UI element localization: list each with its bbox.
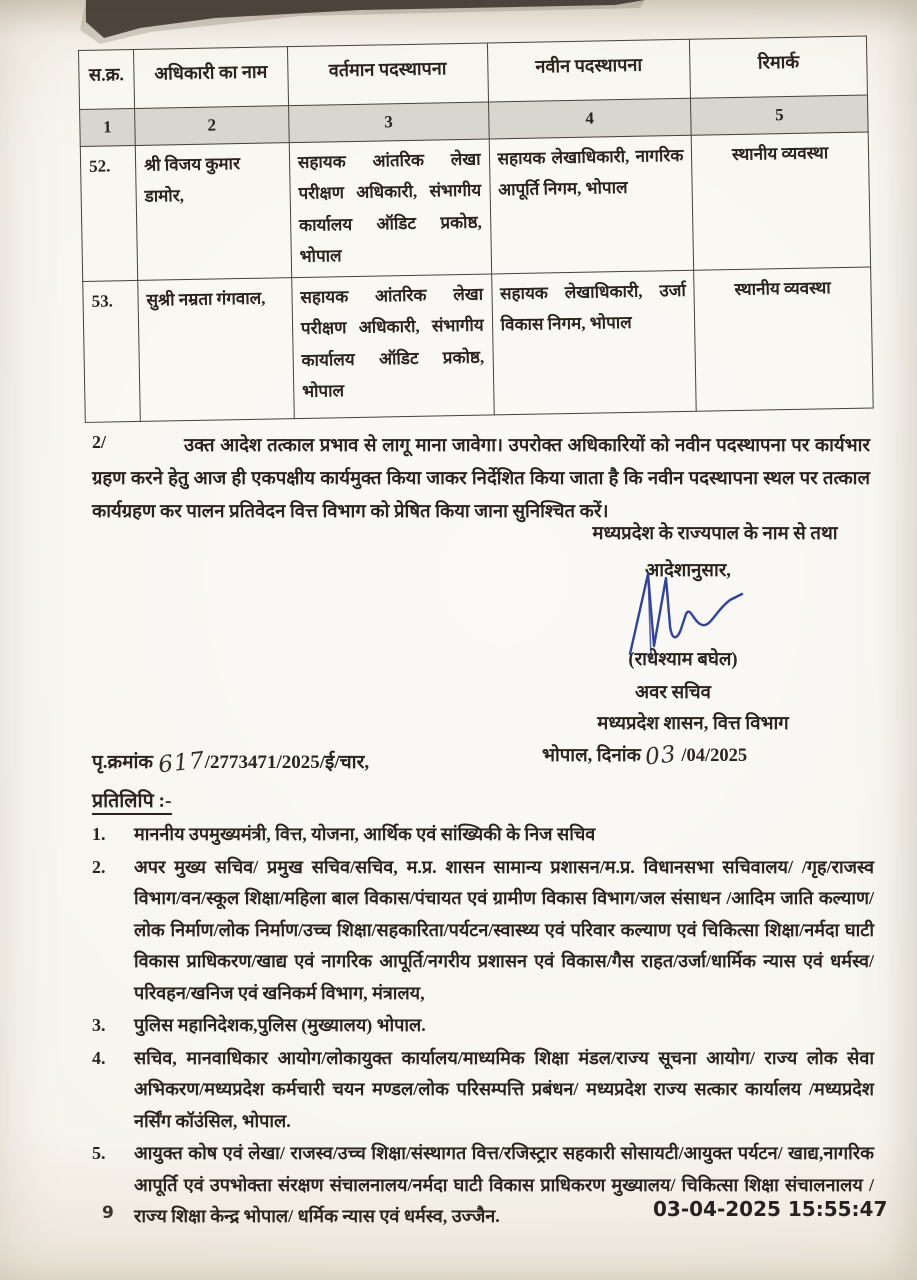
column-number: 5	[691, 95, 868, 135]
cell-new-posting: सहायक लेखाधिकारी, उर्जा विकास निगम, भोपाल	[491, 270, 696, 415]
copy-section	[92, 786, 874, 1234]
copy-item	[92, 852, 874, 1010]
order-text-bold: एकपक्षीय कार्यमुक्त	[251, 468, 382, 489]
order-paragraph	[92, 430, 870, 529]
cell-remark: स्थानीय व्यवस्था	[694, 267, 873, 411]
signatory-designation: अवर सचिव	[635, 683, 711, 703]
scan-timestamp: 03-04-2025 15:55:47	[653, 1197, 888, 1221]
copy-item-text: आयुक्त कोष एवं लेखा/ राजस्व/उच्च शिक्षा/संस्थागत वित्त/रजिस्ट्रार सहकारी सोसायटी/आयुक्त पर्यटन/ खाद्य,नागरिक आपूर्ति एवं उपभोक्ता संरक्षण संचालनालय/नर्मदा घाटी विकास प्राधिकरण मुख्यालय/ चिकित्सा शिक्षा संचालनालय / राज्य शिक्षा केन्द्र भोपाल/ धर्मिक न्यास एवं धर्मस्व, उज्जैन.	[134, 1143, 874, 1226]
cell-new-posting: सहायक लेखाधिकारी, नागरिक आपूर्ति निगम, भोपाल	[489, 135, 694, 273]
header-remark: रिमार्क	[690, 36, 868, 98]
copy-item-number: 4.	[92, 1047, 106, 1068]
copy-item	[92, 1010, 874, 1042]
endorsement-number-line	[92, 747, 370, 779]
signatory-name: (राधेश्याम बघेल)	[628, 650, 738, 670]
header-serial: स.क्र.	[79, 49, 135, 109]
copy-item	[92, 819, 874, 851]
cell-serial: 52.	[80, 145, 137, 281]
cell-serial: 53.	[83, 280, 141, 422]
copy-heading-text: प्रतिलिपि :-	[92, 791, 172, 815]
by-order-line: मध्यप्रदेश के राज्यपाल के नाम से तथा	[592, 524, 838, 544]
handwritten-date: 03	[644, 741, 679, 771]
header-officer-name: अधिकारी का नाम	[133, 47, 288, 109]
table-row	[83, 267, 873, 422]
column-number: 3	[288, 102, 488, 143]
column-number: 2	[135, 106, 289, 146]
copy-item-text: पुलिस महानिदेशक,पुलिस (मुख्यालय) भोपाल.	[134, 1015, 426, 1035]
copy-item-text: सचिव, मानवाधिकार आयोग/लोकायुक्त कार्यालय/माध्यमिक शिक्षा मंडल/राज्य सूचना आयोग/ राज्य लोक सेवा अभिकरण/मध्यप्रदेश कर्मचारी चयन मण्डल/लोक परिसम्पत्ति प्रबंधन/ मध्यप्रदेश राज्य सत्कार कार्यालय /मध्यप्रदेश नर्सिंग कॉउंसिल, भोपाल.	[134, 1047, 874, 1131]
copy-item-number: 5.	[92, 1143, 106, 1163]
cell-remark: स्थानीय व्यवस्था	[691, 132, 870, 270]
copy-item-number: 2.	[92, 856, 106, 877]
copy-item-text: माननीय उपमुख्यमंत्री, वित्त, योजना, आर्थिक एवं सांख्यिकी के निज सचिव	[134, 824, 596, 844]
copy-heading	[92, 786, 874, 813]
handwritten-endorsement-number: 617	[156, 747, 207, 779]
paragraph-number: 2/	[92, 432, 107, 452]
date-suffix: /04/2025	[681, 746, 748, 766]
table-row	[80, 132, 870, 281]
signatory-department: मध्यप्रदेश शासन, वित्त विभाग	[597, 714, 789, 734]
copy-item-number: 3.	[92, 1015, 106, 1035]
header-new-posting: नवीन पदस्थापना	[487, 39, 691, 102]
endorsement-prefix: पृ.क्रमांक	[92, 752, 154, 773]
cell-officer-name: श्री विजय कुमार डामोर,	[135, 143, 291, 281]
copy-item	[92, 1043, 874, 1138]
column-number: 4	[488, 98, 691, 139]
header-current-posting: वर्तमान पदस्थापना	[287, 43, 488, 106]
place-date-line	[542, 741, 852, 771]
column-number: 1	[80, 108, 136, 146]
as-ordered-line: आदेशानुसार,	[645, 561, 731, 581]
cell-officer-name: सुश्री नम्रता गंगवाल,	[138, 277, 294, 421]
endorsement-suffix: /2773471/2025/ई/चार,	[204, 752, 370, 773]
order-text-after: किया जाकर निर्देशित किया जाता है कि नवीन पदस्थापना स्थल पर तत्काल कार्यग्रहण कर पालन प्रतिवेदन वित्त विभाग को प्रेषित किया जाना सुनिश्चित करें।	[92, 468, 870, 522]
cell-current-posting: सहायक आंतरिक लेखा परीक्षण अधिकारी, संभागीय कार्यालय ऑडिट प्रकोष्ठ, भोपाल	[291, 274, 493, 419]
scan-fold-artifact	[0, 0, 700, 44]
copy-item-text: अपर मुख्य सचिव/ प्रमुख सचिव/सचिव, म.प्र. शासन सामान्य प्रशासन/म.प्र. विधानसभा सचिवालय/ /गृह/राजस्व विभाग/वन/स्कूल शिक्षा/महिला बाल विकास/पंचायत एवं ग्रामीण विकास विभाग/जल संसाधन /आदिम जाति कल्याण/लोक निर्माण/लोक निर्माण/उच्च शिक्षा/सहकारिता/पर्यटन/स्वास्थ्य एवं परिवार कल्याण एवं चिकित्सा शिक्षा/नर्मदा घाटी विकास प्राधिकरण/खाद्य एवं नागरिक आपूर्ति/नगरीय प्रशासन एवं विकास/गैस राहत/उर्जा/धार्मिक न्यास एवं धर्मस्व/परिवहन/खनिज एवं खनिकर्म विभाग, मंत्रालय,	[134, 856, 875, 1003]
order-text-before: उक्त आदेश तत्काल प्रभाव से लागू माना जावेगा। उपरोक्त अधिकारियों को नवीन पदस्थापना पर कार्यभार ग्रहण करने हेतु आज ही	[92, 436, 870, 489]
copy-item-number: 1.	[92, 824, 106, 844]
transfer-table	[78, 36, 874, 423]
cell-current-posting: सहायक आंतरिक लेखा परीक्षण अधिकारी, संभागीय कार्यालय ऑडिट प्रकोष्ठ, भोपाल	[289, 139, 491, 277]
place-date-prefix: भोपाल, दिनांक	[542, 746, 641, 766]
page-number: 9	[102, 1203, 114, 1223]
